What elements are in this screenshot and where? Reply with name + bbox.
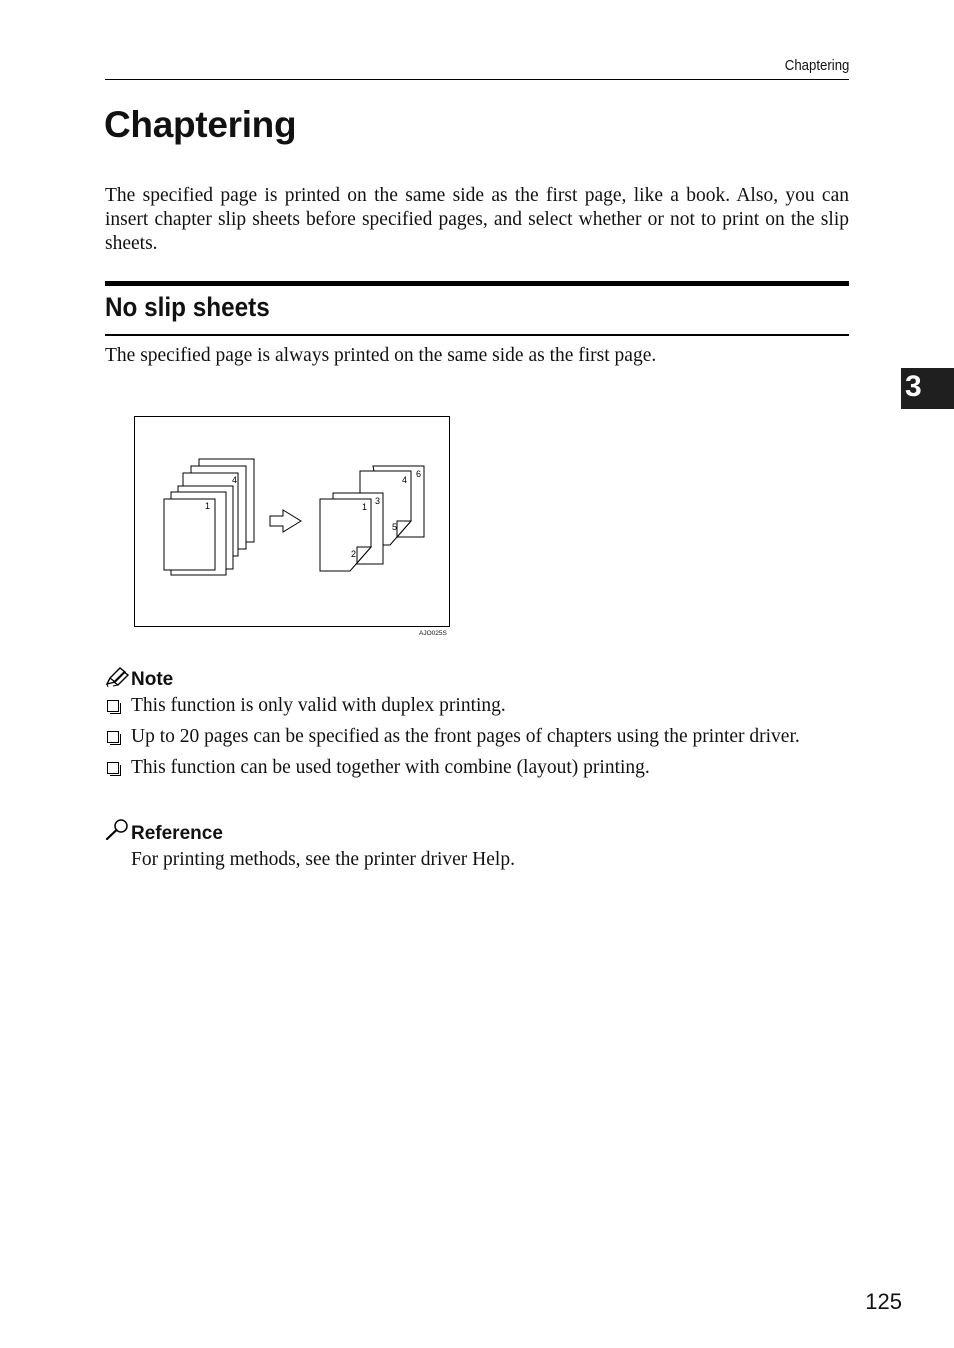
- figure-code: AJO025S: [419, 630, 447, 637]
- right-page-stack: [320, 466, 424, 571]
- page-number: 125: [865, 1289, 902, 1314]
- intro-paragraph: The specified page is printed on the same side as the first page, like a book. Also, you can insert chapter slip sheets before specified pages, and select whether or not to print on the slip sheets.: [105, 185, 849, 255]
- list-item: [105, 694, 849, 718]
- section-rule-bottom: [105, 334, 849, 336]
- left-label-1: 1: [205, 501, 211, 511]
- right-label-1: 1: [362, 502, 368, 512]
- illustration-svg: [135, 417, 451, 628]
- right-label-3: 3: [375, 496, 381, 506]
- right-label-5: 5: [392, 522, 398, 532]
- list-item: [105, 756, 849, 780]
- left-label-4: 4: [232, 475, 238, 485]
- pencil-icon: [105, 666, 129, 688]
- right-label-6: 6: [416, 469, 422, 479]
- section-rule-top: [105, 281, 849, 286]
- checkbox-bullet-icon: [107, 700, 119, 712]
- section-title: No slip sheets: [105, 292, 270, 322]
- header-rule: [105, 79, 849, 80]
- arrow-right-outline-icon: [270, 510, 301, 532]
- checkbox-bullet-icon: [107, 762, 119, 774]
- page-title: Chaptering: [104, 104, 297, 145]
- section-text: The specified page is always printed on the same side as the first page.: [105, 345, 657, 366]
- right-label-4: 4: [402, 475, 408, 485]
- reference-label: Reference: [131, 823, 223, 844]
- left-page-stack: [164, 459, 254, 575]
- checkbox-bullet-icon: [107, 731, 119, 743]
- reference-text: For printing methods, see the printer driver Help.: [131, 849, 515, 870]
- list-item: [105, 725, 849, 749]
- chapter-tab-number: 3: [905, 370, 922, 403]
- note-label: Note: [131, 669, 174, 690]
- note-item-text: This function is only valid with duplex printing.: [131, 695, 506, 716]
- chapter-tab: [901, 368, 954, 409]
- magnifier-icon: [105, 818, 131, 842]
- running-header: Chaptering: [784, 57, 849, 74]
- note-list: [105, 694, 849, 788]
- right-label-2: 2: [351, 549, 357, 559]
- note-item-text: Up to 20 pages can be specified as the front pages of chapters using the printer driver.: [131, 726, 800, 748]
- note-item-text: This function can be used together with combine (layout) printing.: [131, 757, 650, 779]
- chaptering-illustration: [134, 416, 450, 627]
